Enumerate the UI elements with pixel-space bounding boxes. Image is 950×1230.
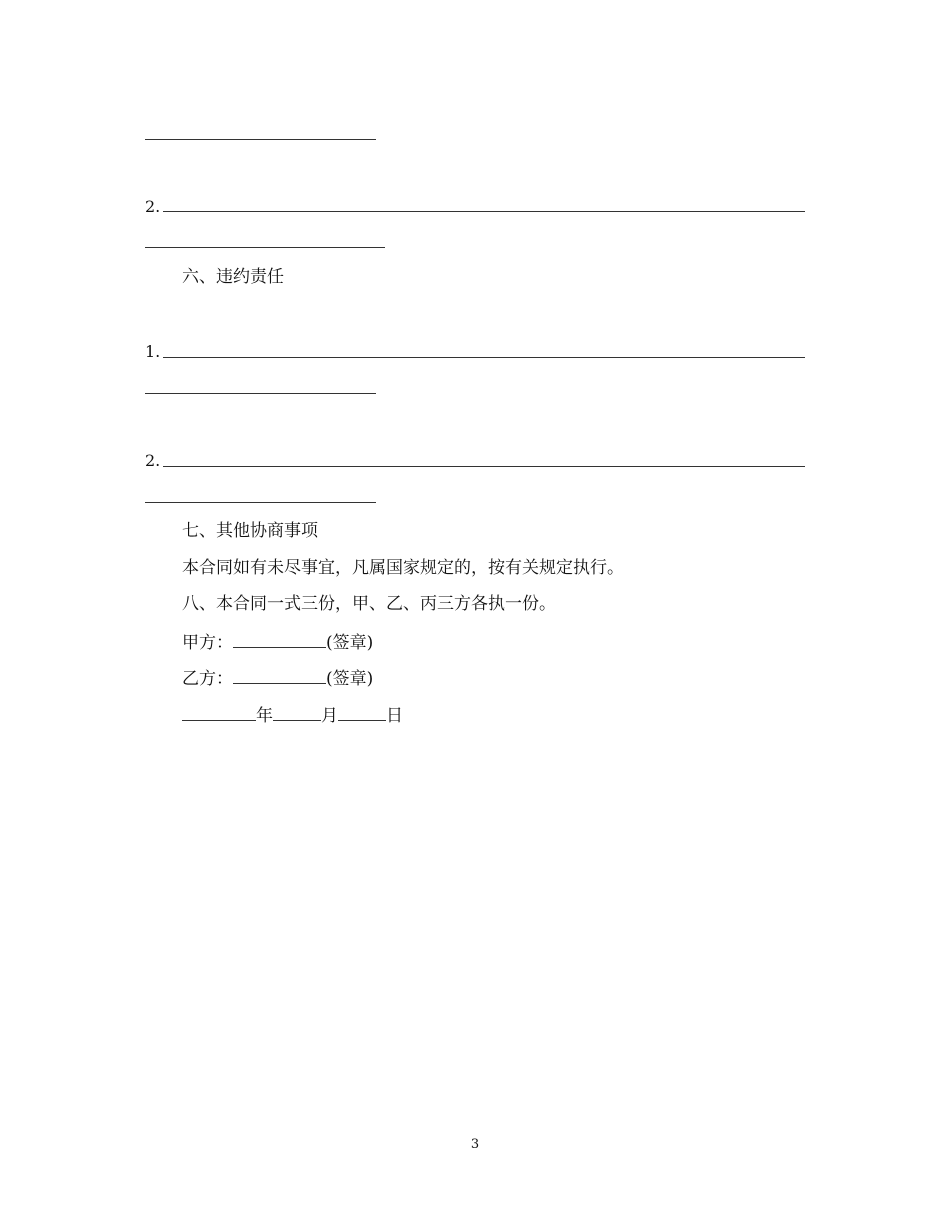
seal-note: (签章) — [326, 633, 374, 653]
blank-line-continuation-top — [145, 139, 376, 140]
month-blank — [273, 704, 321, 721]
party-a-label: 甲方： — [182, 633, 233, 653]
section-heading-breach: 六、违约责任 — [182, 267, 284, 287]
day-blank — [338, 704, 386, 721]
page-number: 3 — [470, 1137, 480, 1152]
blank-line-continuation — [145, 247, 385, 248]
section-heading-copies: 八、本合同一式三份，甲、乙、丙三方各执一份。 — [182, 594, 556, 614]
year-label: 年 — [256, 706, 273, 726]
month-label: 月 — [321, 706, 338, 726]
section-heading-other: 七、其他协商事项 — [182, 521, 318, 541]
section-text-other: 本合同如有未尽事宜，凡属国家规定的，按有关规定执行。 — [182, 558, 624, 578]
year-blank — [182, 704, 256, 721]
blank-line — [163, 211, 805, 212]
signature-date — [182, 704, 403, 726]
blank-line-continuation — [145, 502, 376, 503]
blank-line — [163, 466, 805, 467]
item-number: 2. — [145, 451, 161, 470]
blank-line-continuation — [145, 393, 376, 394]
party-b-signature-blank — [233, 667, 326, 684]
party-a-signature-blank — [233, 631, 326, 648]
item-number: 2. — [145, 197, 161, 216]
day-label: 日 — [386, 706, 403, 726]
signature-party-b — [182, 667, 373, 689]
seal-note: (签章) — [326, 669, 374, 689]
item-number: 1. — [145, 342, 161, 361]
signature-party-a — [182, 631, 373, 653]
party-b-label: 乙方： — [182, 669, 233, 689]
blank-line — [163, 357, 805, 358]
